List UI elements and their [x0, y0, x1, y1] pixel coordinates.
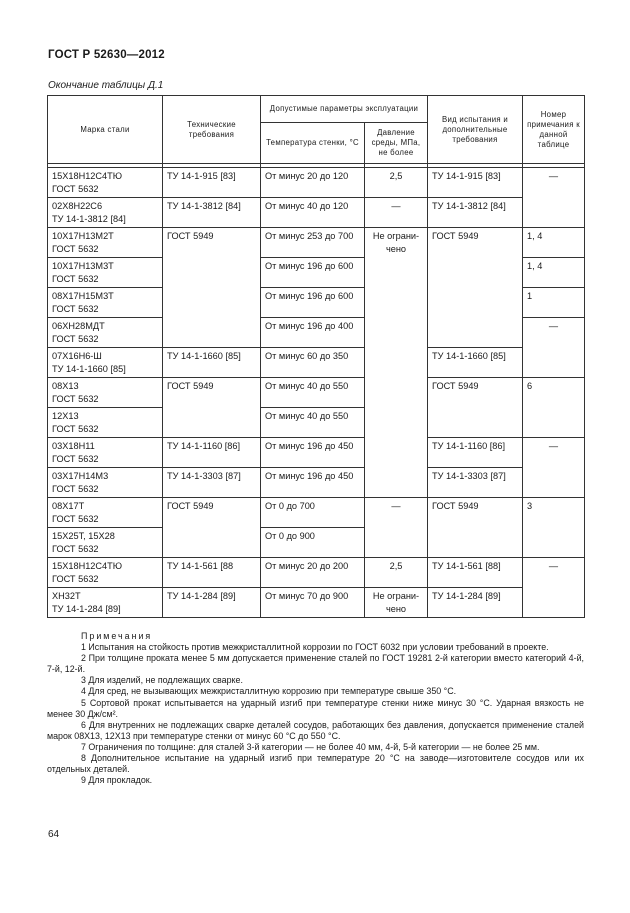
cell-pressure: 2,5	[365, 168, 428, 198]
cell-grade: 07Х16Н6-Ш ТУ 14-1-1660 [85]	[48, 348, 163, 378]
cell-temp: От минус 253 до 700	[261, 228, 365, 258]
cell-pressure: Не ограни- чено	[365, 228, 428, 498]
cell-test: ТУ 14-1-1660 [85]	[428, 348, 523, 378]
cell-tech: ТУ 14-1-915 [83]	[163, 168, 261, 198]
cell-tech: ТУ 14-1-3303 [87]	[163, 468, 261, 498]
note-item: 3 Для изделий, не подлежащих сварке.	[81, 675, 243, 686]
cell-test: ГОСТ 5949	[428, 498, 523, 558]
col-header-test-type: Вид испытания и дополнительные требования	[428, 96, 523, 164]
cell-temp: От 0 до 900	[261, 528, 365, 558]
cell-test: ТУ 14-1-1160 [86]	[428, 438, 523, 468]
cell-test: ТУ 14-1-915 [83]	[428, 168, 523, 198]
document-header: ГОСТ Р 52630—2012	[48, 49, 165, 61]
cell-tech: ГОСТ 5949	[163, 378, 261, 438]
col-header-params-group: Допустимые параметры эксплуатации	[261, 96, 428, 123]
cell-grade: 08Х13 ГОСТ 5632	[48, 378, 163, 408]
cell-pressure: —	[365, 498, 428, 558]
cell-pressure: 2,5	[365, 558, 428, 588]
cell-grade: 08Х17Т ГОСТ 5632	[48, 498, 163, 528]
cell-pressure: Не ограни- чено	[365, 588, 428, 618]
cell-note: 1, 4	[523, 228, 585, 258]
cell-tech: ТУ 14-1-1660 [85]	[163, 348, 261, 378]
page-number: 64	[48, 829, 60, 840]
cell-tech: ТУ 14-1-1160 [86]	[163, 438, 261, 468]
note-item: 7 Ограничения по толщине: для сталей 3-й категории — не более 40 мм, 4-й, 5-й категории — не более 25 мм.	[81, 741, 540, 752]
cell-temp: От минус 196 до 600	[261, 288, 365, 318]
cell-temp: От минус 20 до 120	[261, 168, 365, 198]
table-row	[48, 228, 585, 258]
cell-temp: От минус 40 до 120	[261, 198, 365, 228]
cell-note: 6	[523, 378, 585, 438]
steel-grades-table	[47, 95, 585, 618]
cell-note: 1	[523, 288, 585, 318]
cell-tech: ГОСТ 5949	[163, 228, 261, 348]
col-header-grade: Марка стали	[48, 96, 163, 164]
cell-test: ТУ 14-1-3303 [87]	[428, 468, 523, 498]
note-item: 5 Сортовой прокат испытывается на ударный изгиб при температуре стенки ниже минус 30 °С. Ударная вязкость не менее 30 Дж/см².	[47, 697, 584, 719]
cell-note: —	[523, 168, 585, 228]
note-item: 4 Для сред, не вызывающих межкристаллитную коррозию при температуре свыше 350 °С.	[81, 686, 457, 697]
cell-grade: 03Х18Н11 ГОСТ 5632	[48, 438, 163, 468]
cell-grade: 06ХН28МДТ ГОСТ 5632	[48, 318, 163, 348]
cell-tech: ГОСТ 5949	[163, 498, 261, 558]
table-row	[48, 348, 585, 378]
cell-grade: 02Х8Н22С6 ТУ 14-1-3812 [84]	[48, 198, 163, 228]
note-item: 2 При толщине проката менее 5 мм допускается применение сталей по ГОСТ 19281 2-й категории вместо категорий 4-й, 7-й, 12-й.	[47, 653, 584, 675]
cell-grade: 03Х17Н14М3 ГОСТ 5632	[48, 468, 163, 498]
cell-temp: От минус 196 до 600	[261, 258, 365, 288]
cell-grade: 15Х18Н12С4ТЮ ГОСТ 5632	[48, 558, 163, 588]
cell-temp: От 0 до 700	[261, 498, 365, 528]
cell-note: 3	[523, 498, 585, 558]
cell-tech: ТУ 14-1-284 [89]	[163, 588, 261, 618]
table-row	[48, 168, 585, 198]
cell-grade: 10Х17Н13М3Т ГОСТ 5632	[48, 258, 163, 288]
cell-pressure: —	[365, 198, 428, 228]
cell-temp: От минус 20 до 200	[261, 558, 365, 588]
cell-temp: От минус 40 до 550	[261, 378, 365, 408]
cell-test: ТУ 14-1-3812 [84]	[428, 198, 523, 228]
notes-section	[47, 631, 584, 786]
table-row	[48, 558, 585, 588]
cell-note: —	[523, 558, 585, 618]
note-item: 6 Для внутренних не подлежащих сварке деталей сосудов, работающих без давления, допускается применение сталей марок 08Х13, 12Х13 при температуре стенки от минус 60 °С до 550 °С.	[47, 719, 584, 741]
table-row	[48, 198, 585, 228]
table-row	[48, 438, 585, 468]
cell-grade: 12Х13 ГОСТ 5632	[48, 408, 163, 438]
table-row	[48, 378, 585, 408]
cell-test: ГОСТ 5949	[428, 378, 523, 438]
cell-test: ГОСТ 5949	[428, 228, 523, 348]
cell-grade: 10Х17Н13М2Т ГОСТ 5632	[48, 228, 163, 258]
cell-tech: ТУ 14-1-3812 [84]	[163, 198, 261, 228]
cell-test: ТУ 14-1-284 [89]	[428, 588, 523, 618]
note-item: 1 Испытания на стойкость против межкристаллитной коррозии по ГОСТ 6032 при условии требований в проекте.	[81, 642, 549, 653]
col-header-pressure: Давление среды, МПа, не более	[365, 123, 428, 164]
cell-tech: ТУ 14-1-561 [88	[163, 558, 261, 588]
cell-temp: От минус 60 до 350	[261, 348, 365, 378]
cell-temp: От минус 40 до 550	[261, 408, 365, 438]
note-item: 8 Дополнительное испытание на ударный изгиб при температуре 20 °С на заводе—изготовителе сосудов или их отдельных деталей.	[47, 753, 584, 775]
cell-grade: 15Х25Т, 15Х28 ГОСТ 5632	[48, 528, 163, 558]
col-header-tech-req: Технические требования	[163, 96, 261, 164]
cell-test: ТУ 14-1-561 [88]	[428, 558, 523, 588]
cell-note: 1, 4	[523, 258, 585, 288]
cell-grade: 08Х17Н15М3Т ГОСТ 5632	[48, 288, 163, 318]
note-item: 9 Для прокладок.	[81, 775, 153, 786]
cell-temp: От минус 70 до 900	[261, 588, 365, 618]
cell-temp: От минус 196 до 450	[261, 438, 365, 468]
table-caption: Окончание таблицы Д.1	[48, 80, 164, 91]
cell-temp: От минус 196 до 450	[261, 468, 365, 498]
col-header-note-no: Номер примечания к данной таблице	[523, 96, 585, 164]
table-row	[48, 498, 585, 528]
cell-temp: От минус 196 до 400	[261, 318, 365, 348]
cell-grade: 15Х18Н12С4ТЮ ГОСТ 5632	[48, 168, 163, 198]
cell-note: —	[523, 318, 585, 378]
col-header-temperature: Температура стенки, °С	[261, 123, 365, 164]
table-row	[48, 468, 585, 498]
notes-heading: Примечания	[81, 631, 153, 641]
table-row	[48, 588, 585, 618]
cell-note: —	[523, 438, 585, 498]
cell-grade: ХН32Т ТУ 14-1-284 [89]	[48, 588, 163, 618]
